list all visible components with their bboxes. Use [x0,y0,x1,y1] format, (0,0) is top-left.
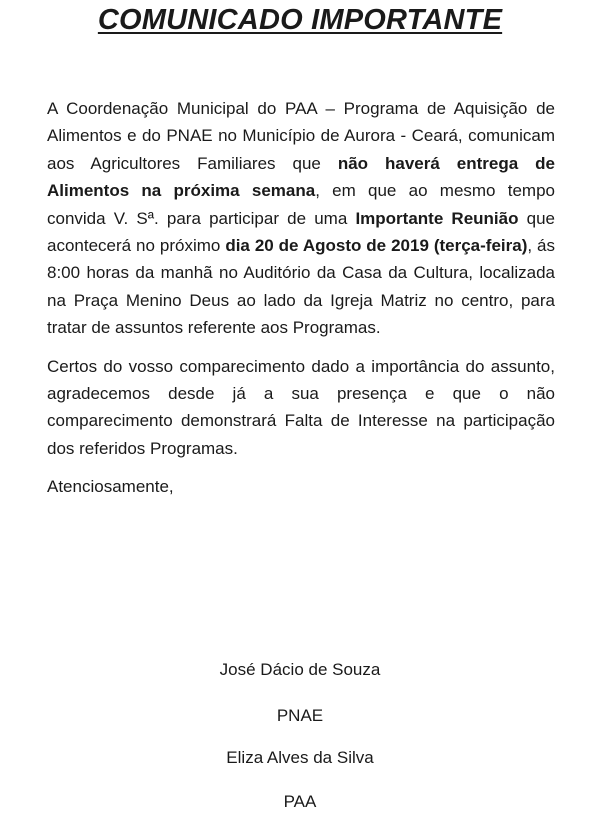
text-run: que acontecerá no próximo [47,208,556,256]
text-run: A Coordenação Municipal do PAA – Programa de Aquisição de Alimentos e do PNAE no Município de Aurora - Ceará, comunicam aos Agricultores Familiares que [47,99,555,173]
signature-name-pnae: José Dácio de Souza [219,660,381,679]
bold-text-run: dia 20 de Agosto de 2019 (terça-feira) [225,236,528,256]
document-body [47,95,555,501]
document-title: COMUNICADO IMPORTANTE [97,4,503,36]
bold-text-run: não haverá entrega de Alimentos na próxima semana [47,153,555,201]
closing-salutation: Atenciosamente, [47,477,174,497]
text-run: , em que ao mesmo tempo convida V. Sª. para participar de uma [47,181,555,228]
text-run: , ás 8:00 horas da manhã no Auditório da Casa da Cultura, localizada na Praça Menino Deus ao lado da Igreja Matriz no centro, para tratar de assuntos referente aos Programas. [47,236,555,338]
paragraph-announcement [47,95,555,342]
signature-org-paa: PAA [283,792,317,811]
signature-org-pnae: PNAE [276,706,324,725]
bold-text-run: Importante Reunião [355,208,519,228]
signature-name-paa: Eliza Alves da Silva [226,748,374,767]
paragraph-attendance: Certos do vosso comparecimento dado a importância do assunto, agradecemos desde já a sua presença e que o não comparecimento demonstrará Falta de Interesse na participação dos referidos Programas. [47,356,555,458]
